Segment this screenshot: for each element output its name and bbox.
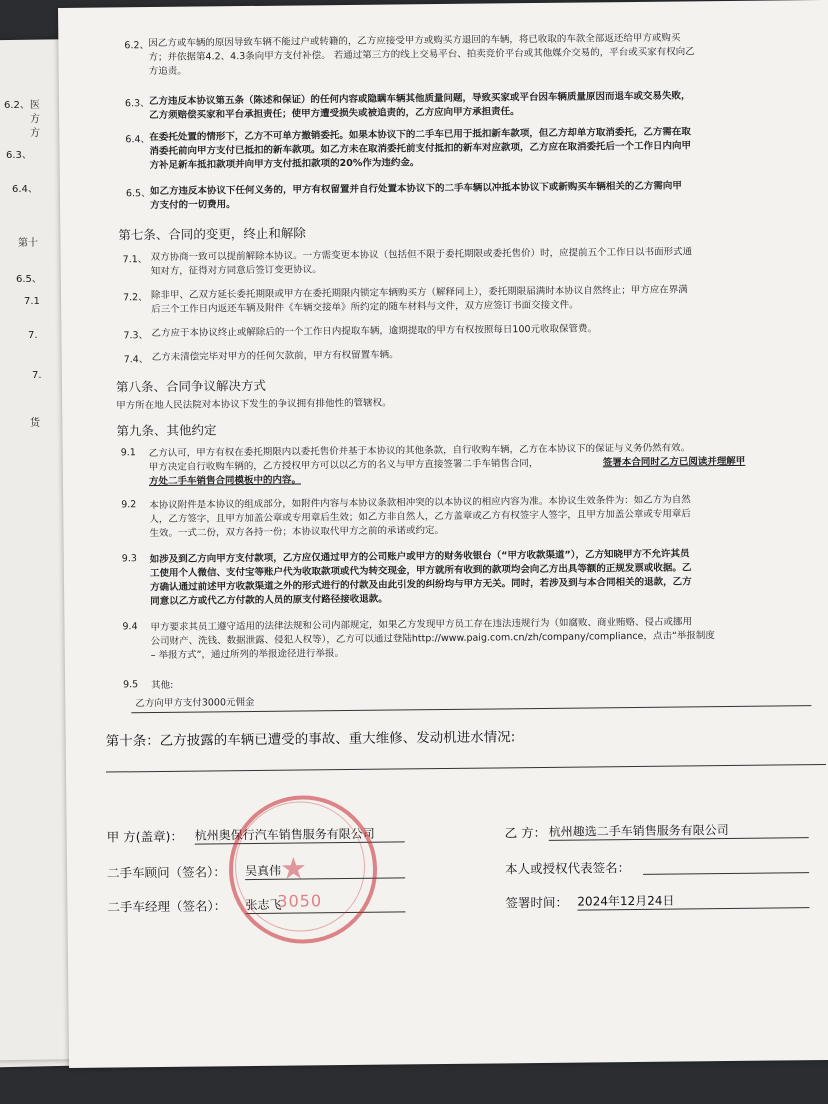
article-10-heading: 第十条：乙方披露的车辆已遭受的事故、重大维修、发动机进水情况: [105, 729, 516, 750]
sign-date-value: 2024年12月24日 [577, 890, 809, 910]
back-page-fragment: 货 [30, 418, 40, 429]
clause-9-3-line: 方确认通过前述甲方收款渠道之外的形式进行的付款及由此引发的纠纷均与甲方无关。同时，若涉及到与本合同相关的退款，乙方 [150, 576, 692, 594]
clause-9-2-line: 人，乙方签字，且甲方加盖公章或专用章后生效；如乙方非自然人，乙方盖章或乙方有权签字人签字，且甲方加盖公章或专用章后 [149, 508, 691, 526]
clause-6-3-line: 乙方须赔偿买家和平台承担责任；使甲方遭受损失或被追责的，乙方应向甲方承担责任。 [149, 106, 520, 122]
clause-6-5-line: 方支付的一切费用。 [150, 199, 236, 212]
sign-date-label: 签署时间： [505, 894, 568, 911]
clause-6-2-number: 6.2、 [124, 40, 150, 52]
manager-label: 二手车经理（签名）： [107, 898, 227, 915]
back-page-fragment: 6.4、 [12, 184, 38, 195]
clause-9-4-number: 9.4 [122, 621, 138, 633]
clause-6-2-line: 因乙方或车辆的原因导致车辆不能过户或转籍的，乙方应接受甲方或购买方退回的车辆，将已收取的车款全部返还给甲方或购买 [148, 32, 681, 50]
back-page-fragment: 方 [30, 114, 40, 125]
clause-9-3-line: 工使用个人微信、支付宝等账户代为收取款项或代为转交现金，甲方就所有收到的款项均会向乙方出具等额的正规发票或收据。乙 [149, 562, 692, 580]
clause-6-5-number: 6.5、 [125, 188, 151, 200]
back-page-fragment: 7. [28, 330, 38, 341]
clause-6-3-number: 6.3、 [124, 98, 150, 110]
back-page-fragment: 6.5、 [16, 274, 42, 285]
party-a-name: 杭州奥保行汽车销售服务有限公司 [195, 824, 405, 844]
clause-9-1-emphasis: 方处二手车销售合同模板中的内容。 [148, 474, 302, 488]
article-8-text: 甲方所在地人民法院对本协议下发生的争议拥有排他性的管辖权。 [116, 397, 392, 412]
article-10-blank-line [106, 764, 826, 773]
article-8-heading: 第八条、合同争议解决方式 [115, 377, 267, 395]
clause-7-1-number: 7.1、 [122, 254, 148, 266]
representative-label: 本人或授权代表签名： [504, 860, 631, 877]
clause-9-3-line: 同意以乙方或代乙方付款的人员的原支付路径接收退款。 [150, 593, 388, 608]
clause-9-5-label: 其他: [151, 679, 174, 692]
article-9-heading: 第九条、其他约定 [116, 422, 217, 439]
clause-9-1-number: 9.1 [120, 447, 136, 459]
seal-star-icon: ★ [279, 851, 308, 887]
back-page-fragment: 6.3、 [6, 150, 32, 161]
clause-7-2-line: 后三个工作日内返还车辆及附件《车辆交接单》所约定的随车材料与文件，双方应签订书面交接文件。 [151, 299, 579, 316]
clause-9-2-line: 本协议附件是本协议的组成部分，如附件内容与本协议条款相冲突的以本协议的相应内容为准。本协议生效条件为：如乙方为自然 [149, 494, 691, 512]
representative-signature [643, 856, 809, 875]
advisor-signature: 吴真伟 [245, 860, 405, 880]
clause-9-5-value: 乙方向甲方支付3000元佣金 [135, 696, 255, 710]
clause-9-1-emphasis: 签署本合同时乙方已阅读并理解甲 [602, 455, 746, 469]
clause-7-3-line: 乙方应于本协议终止或解除后的一个工作日内提取车辆，逾期提取的甲方有权按照每日100元收取保管费。 [151, 323, 598, 340]
clause-7-3-number: 7.3、 [123, 330, 149, 342]
clause-9-2-number: 9.2 [121, 499, 137, 511]
back-page-fragment: 第十 [18, 238, 38, 249]
clause-9-2-line: 生效。一式二份，双方各持一份；本协议取代甲方之前的承诺或约定。 [149, 524, 445, 540]
clause-6-4-line: 消委托前向甲方支付已抵扣的新车款项。如乙方未在取消委托前支付抵扣的新车对应款项，乙方应在取消委托后一个工作日内向甲 [149, 140, 692, 158]
clause-6-4-line: 方补足新车抵扣款项并向甲方支付抵扣款项的20%作为违约金。 [149, 157, 420, 172]
clause-7-4-line: 乙方未清偿完毕对甲方的任何欠款前，甲方有权留置车辆。 [151, 349, 399, 364]
clause-6-3-line: 乙方违反本协议第五条（陈述和保证）的任何内容或隐瞒车辆其他质量问题，导致买家或平台因车辆质量原因而退车或交易失败， [148, 90, 691, 108]
back-page-fragment: 7.1 [24, 296, 40, 307]
clause-6-2-line: 方追责。 [148, 65, 187, 78]
clause-7-2-line: 除非甲、乙双方延长委托期限或甲方在委托期限内锁定车辆购买方（解释同上），委托期限届满时本协议自然终止；甲方应在界满 [150, 284, 688, 302]
clause-7-1-line: 知对方，征得对方同意后签订变更协议。 [150, 264, 322, 278]
party-b-name: 杭州趣选二手车销售服务有限公司 [549, 820, 809, 841]
back-page-fragment: 7. [32, 370, 42, 381]
back-page-fragment: 方 [30, 128, 40, 139]
clause-7-1-line: 双方协商一致可以提前解除本协议。一方需变更本协议（包括但不限于委托期限或委托售价）时，应提前五个工作日以书面形式通 [150, 246, 693, 264]
clause-7-2-number: 7.2、 [122, 292, 148, 304]
advisor-label: 二手车顾问（签名）： [106, 864, 226, 881]
clause-7-4-number: 7.4、 [123, 354, 149, 366]
back-page-fragment: 6.2、医 [4, 100, 40, 111]
seal-number: 3050 [277, 891, 323, 911]
clause-6-5-line: 如乙方违反本协议下任何义务的，甲方有权留置并自行处置本协议下的二手车辆以冲抵本协议下或新购买车辆相关的乙方需向甲 [149, 180, 682, 198]
clause-6-4-line: 在委托处置的情形下，乙方不可单方撤销委托。如果本协议下的二手车已用于抵扣新车款项，但乙方却单方取消委托，乙方需在取 [149, 126, 691, 144]
clause-9-3-number: 9.3 [121, 553, 137, 565]
clause-9-3-line: 如涉及到乙方向甲方支付款项，乙方应仅通过甲方的公司账户或甲方的财务收银台（“甲方收款渠道”），乙方知晓甲方不允许其员 [149, 548, 690, 566]
clause-9-1-line: 甲方决定自行收购车辆的，乙方授权甲方可以以乙方的名义与甲方直接签署二手车销售合同， [148, 457, 539, 474]
party-b-label: 乙 方： [504, 824, 547, 841]
contract-page [58, 0, 828, 1068]
article-7-heading: 第七条、合同的变更，终止和解除 [118, 225, 306, 243]
clause-6-2-line: 方；并依据第4.2、4.3条向甲方支付补偿。 若通过第三方的线上交易平台、拍卖竞价平台或其他媒介交易的，平台或买家有权向乙 [148, 46, 695, 64]
clause-6-4-number: 6.4、 [125, 134, 151, 146]
clause-9-4-line: – 举报方式”，通过所列的举报途径进行举报。 [150, 648, 345, 662]
clause-9-4-line: 公司财产、洗钱、数据泄露、侵犯人权等），乙方可以通过登陆http://www.paig.com.cn/zh/company/compliance，点击“举报制度 [150, 630, 715, 648]
clause-9-4-line: 甲方要求其员工遵守适用的法律法规和公司内部规定，如果乙方发现甲方员工存在违法违规行为（如腐败、商业贿赂、侵占或挪用 [150, 616, 693, 634]
party-a-label: 甲 方(盖章)： [106, 828, 183, 845]
manager-signature: 张志飞 [245, 894, 405, 914]
clause-9-1-line: 乙方认可，甲方有权在委托期限内以委托售价并基于本协议的其他条款，自行收购车辆，乙方在本协议下的保证与义务仍然有效。 [148, 442, 691, 460]
clause-9-5-number: 9.5 [123, 679, 139, 691]
